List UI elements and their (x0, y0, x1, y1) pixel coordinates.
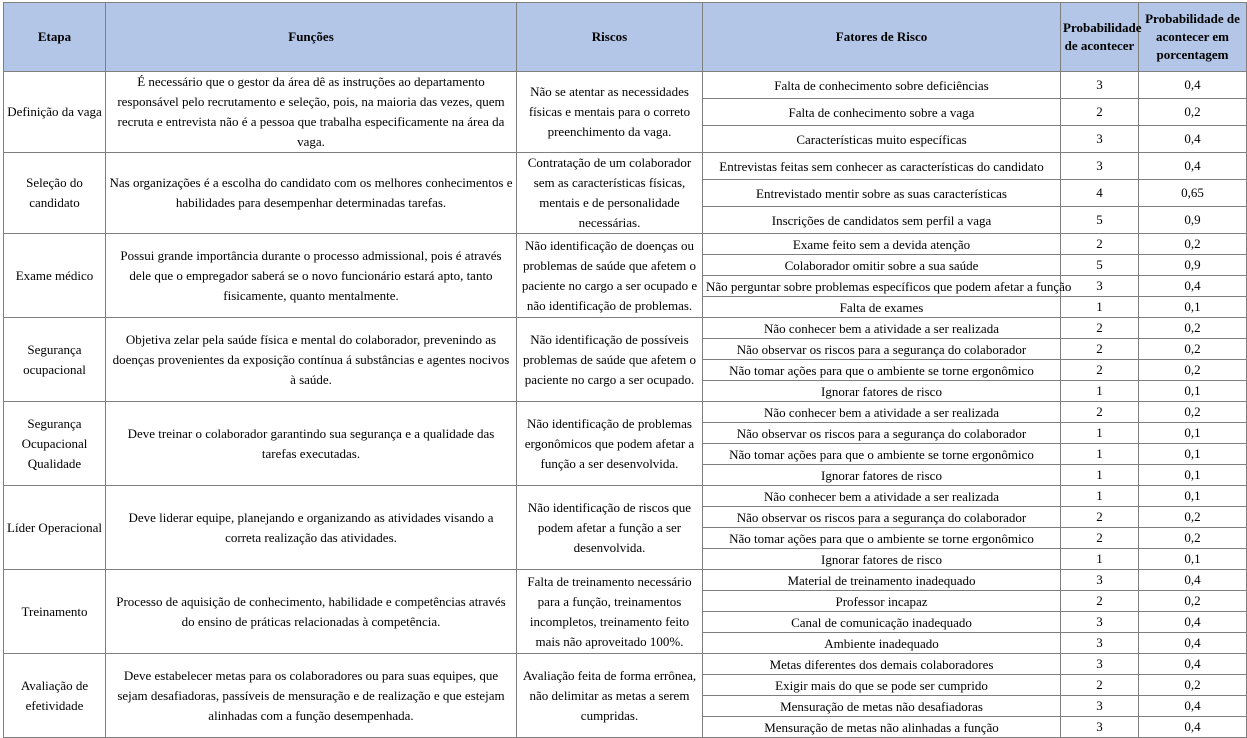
header-riscos: Riscos (517, 3, 703, 72)
fator-de-risco-cell: Ambiente inadequado (703, 633, 1061, 654)
fator-de-risco-cell: Ignorar fatores de risco (703, 549, 1061, 570)
porcentagem-cell: 0,9 (1139, 207, 1247, 234)
porcentagem-cell: 0,9 (1139, 255, 1247, 276)
probabilidade-cell: 2 (1061, 591, 1139, 612)
fator-de-risco-cell: Mensuração de metas não alinhadas a função (703, 717, 1061, 738)
funcoes-cell: Deve estabelecer metas para os colaboradores ou para suas equipes, que sejam desafiadoras, passíveis de mensuração e de realização e que estejam alinhadas com a função desempenhada. (106, 654, 517, 738)
table-body (4, 72, 1247, 738)
probabilidade-cell: 3 (1061, 276, 1139, 297)
porcentagem-cell: 0,4 (1139, 717, 1247, 738)
etapa-cell: Avaliação de efetividade (4, 654, 106, 738)
fator-de-risco-cell: Colaborador omitir sobre a sua saúde (703, 255, 1061, 276)
porcentagem-cell: 0,4 (1139, 276, 1247, 297)
probabilidade-cell: 4 (1061, 180, 1139, 207)
fator-de-risco-cell: Exame feito sem a devida atenção (703, 234, 1061, 255)
fator-de-risco-cell: Não observar os riscos para a segurança do colaborador (703, 339, 1061, 360)
riscos-cell: Contratação de um colaborador sem as características físicas, mentais e de personalidade necessárias. (517, 153, 703, 234)
probabilidade-cell: 2 (1061, 318, 1139, 339)
fator-de-risco-cell: Canal de comunicação inadequado (703, 612, 1061, 633)
header-funcoes: Funções (106, 3, 517, 72)
probabilidade-cell: 3 (1061, 654, 1139, 675)
porcentagem-cell: 0,4 (1139, 72, 1247, 99)
porcentagem-cell: 0,2 (1139, 339, 1247, 360)
table-row (4, 234, 1247, 255)
funcoes-cell: Nas organizações é a escolha do candidato com os melhores conhecimentos e habilidades para desempenhar determinadas tarefas. (106, 153, 517, 234)
porcentagem-cell: 0,1 (1139, 423, 1247, 444)
porcentagem-cell: 0,4 (1139, 612, 1247, 633)
probabilidade-cell: 1 (1061, 486, 1139, 507)
porcentagem-cell: 0,1 (1139, 549, 1247, 570)
probabilidade-cell: 3 (1061, 153, 1139, 180)
porcentagem-cell: 0,2 (1139, 675, 1247, 696)
fator-de-risco-cell: Entrevistas feitas sem conhecer as características do candidato (703, 153, 1061, 180)
porcentagem-cell: 0,4 (1139, 633, 1247, 654)
fator-de-risco-cell: Falta de exames (703, 297, 1061, 318)
fator-de-risco-cell: Não tomar ações para que o ambiente se torne ergonômico (703, 444, 1061, 465)
probabilidade-cell: 2 (1061, 99, 1139, 126)
porcentagem-cell: 0,1 (1139, 444, 1247, 465)
porcentagem-cell: 0,4 (1139, 126, 1247, 153)
porcentagem-cell: 0,2 (1139, 234, 1247, 255)
funcoes-cell: É necessário que o gestor da área dê as instruções ao departamento responsável pelo recrutamento e seleção, pois, na maioria das vezes, quem recruta e entrevista não é a pessoa que trabalha especificamente na área da vaga. (106, 72, 517, 153)
table-row (4, 654, 1247, 675)
porcentagem-cell: 0,2 (1139, 528, 1247, 549)
probabilidade-cell: 2 (1061, 234, 1139, 255)
fator-de-risco-cell: Ignorar fatores de risco (703, 381, 1061, 402)
table-row (4, 153, 1247, 180)
fator-de-risco-cell: Ignorar fatores de risco (703, 465, 1061, 486)
table-row (4, 72, 1247, 99)
probabilidade-cell: 1 (1061, 465, 1139, 486)
header-etapa: Etapa (4, 3, 106, 72)
fator-de-risco-cell: Não conhecer bem a atividade a ser realizada (703, 486, 1061, 507)
fator-de-risco-cell: Exigir mais do que se pode ser cumprido (703, 675, 1061, 696)
porcentagem-cell: 0,2 (1139, 318, 1247, 339)
fator-de-risco-cell: Professor incapaz (703, 591, 1061, 612)
riscos-cell: Não identificação de problemas ergonômicos que podem afetar a função a ser desenvolvida. (517, 402, 703, 486)
probabilidade-cell: 2 (1061, 507, 1139, 528)
etapa-cell: Treinamento (4, 570, 106, 654)
header-probabilidade-porcentagem: Probabilidade de acontecer em porcentagem (1139, 3, 1247, 72)
porcentagem-cell: 0,1 (1139, 381, 1247, 402)
risk-table (3, 2, 1247, 738)
probabilidade-cell: 3 (1061, 126, 1139, 153)
probabilidade-cell: 2 (1061, 675, 1139, 696)
probabilidade-cell: 3 (1061, 612, 1139, 633)
fator-de-risco-cell: Não tomar ações para que o ambiente se torne ergonômico (703, 528, 1061, 549)
fator-de-risco-cell: Metas diferentes dos demais colaboradores (703, 654, 1061, 675)
etapa-cell: Seleção do candidato (4, 153, 106, 234)
probabilidade-cell: 1 (1061, 444, 1139, 465)
fator-de-risco-cell: Falta de conhecimento sobre deficiências (703, 72, 1061, 99)
funcoes-cell: Processo de aquisição de conhecimento, habilidade e competências através do ensino de práticas relacionadas à competência. (106, 570, 517, 654)
header-row (4, 3, 1247, 72)
fator-de-risco-cell: Material de treinamento inadequado (703, 570, 1061, 591)
porcentagem-cell: 0,4 (1139, 153, 1247, 180)
riscos-cell: Não identificação de doenças ou problemas de saúde que afetem o paciente no cargo a ser ocupado e não identificação de problemas. (517, 234, 703, 318)
probabilidade-cell: 1 (1061, 549, 1139, 570)
probabilidade-cell: 3 (1061, 633, 1139, 654)
probabilidade-cell: 2 (1061, 402, 1139, 423)
porcentagem-cell: 0,65 (1139, 180, 1247, 207)
probabilidade-cell: 3 (1061, 696, 1139, 717)
riscos-cell: Não identificação de possíveis problemas de saúde que afetem o paciente no cargo a ser ocupado. (517, 318, 703, 402)
riscos-cell: Falta de treinamento necessário para a função, treinamentos incompletos, treinamento feito mais não aproveitado 100%. (517, 570, 703, 654)
probabilidade-cell: 3 (1061, 717, 1139, 738)
funcoes-cell: Objetiva zelar pela saúde física e mental do colaborador, prevenindo as doenças provenientes da exposição contínua á substâncias e agentes nocivos à saúde. (106, 318, 517, 402)
fator-de-risco-cell: Entrevistado mentir sobre as suas características (703, 180, 1061, 207)
fator-de-risco-cell: Não conhecer bem a atividade a ser realizada (703, 318, 1061, 339)
fator-de-risco-cell: Falta de conhecimento sobre a vaga (703, 99, 1061, 126)
etapa-cell: Exame médico (4, 234, 106, 318)
fator-de-risco-cell: Não tomar ações para que o ambiente se torne ergonômico (703, 360, 1061, 381)
porcentagem-cell: 0,4 (1139, 654, 1247, 675)
riscos-cell: Não identificação de riscos que podem afetar a função a ser desenvolvida. (517, 486, 703, 570)
probabilidade-cell: 3 (1061, 570, 1139, 591)
etapa-cell: Segurança ocupacional (4, 318, 106, 402)
table-row (4, 318, 1247, 339)
probabilidade-cell: 1 (1061, 381, 1139, 402)
table-row (4, 486, 1247, 507)
porcentagem-cell: 0,4 (1139, 696, 1247, 717)
funcoes-cell: Deve liderar equipe, planejando e organizando as atividades visando a correta realização das atividades. (106, 486, 517, 570)
probabilidade-cell: 2 (1061, 339, 1139, 360)
riscos-cell: Avaliação feita de forma errônea, não delimitar as metas a serem cumpridas. (517, 654, 703, 738)
riscos-cell: Não se atentar as necessidades físicas e mentais para o correto preenchimento da vaga. (517, 72, 703, 153)
fator-de-risco-cell: Inscrições de candidatos sem perfil a vaga (703, 207, 1061, 234)
etapa-cell: Segurança Ocupacional Qualidade (4, 402, 106, 486)
fator-de-risco-cell: Não conhecer bem a atividade a ser realizada (703, 402, 1061, 423)
porcentagem-cell: 0,1 (1139, 486, 1247, 507)
porcentagem-cell: 0,2 (1139, 402, 1247, 423)
porcentagem-cell: 0,2 (1139, 591, 1247, 612)
fator-de-risco-cell: Não perguntar sobre problemas específicos que podem afetar a função (703, 276, 1061, 297)
probabilidade-cell: 2 (1061, 528, 1139, 549)
probabilidade-cell: 3 (1061, 72, 1139, 99)
probabilidade-cell: 1 (1061, 423, 1139, 444)
etapa-cell: Líder Operacional (4, 486, 106, 570)
etapa-cell: Definição da vaga (4, 72, 106, 153)
probabilidade-cell: 5 (1061, 255, 1139, 276)
porcentagem-cell: 0,4 (1139, 570, 1247, 591)
probabilidade-cell: 5 (1061, 207, 1139, 234)
porcentagem-cell: 0,1 (1139, 465, 1247, 486)
porcentagem-cell: 0,2 (1139, 507, 1247, 528)
funcoes-cell: Deve treinar o colaborador garantindo sua segurança e a qualidade das tarefas executadas. (106, 402, 517, 486)
porcentagem-cell: 0,2 (1139, 360, 1247, 381)
fator-de-risco-cell: Características muito específicas (703, 126, 1061, 153)
table-row (4, 402, 1247, 423)
fator-de-risco-cell: Mensuração de metas não desafiadoras (703, 696, 1061, 717)
table-row (4, 570, 1247, 591)
header-probabilidade: Probabilidade de acontecer (1061, 3, 1139, 72)
fator-de-risco-cell: Não observar os riscos para a segurança do colaborador (703, 423, 1061, 444)
porcentagem-cell: 0,1 (1139, 297, 1247, 318)
porcentagem-cell: 0,2 (1139, 99, 1247, 126)
header-fatores-de-risco: Fatores de Risco (703, 3, 1061, 72)
fator-de-risco-cell: Não observar os riscos para a segurança do colaborador (703, 507, 1061, 528)
probabilidade-cell: 1 (1061, 297, 1139, 318)
probabilidade-cell: 2 (1061, 360, 1139, 381)
funcoes-cell: Possui grande importância durante o processo admissional, pois é através dele que o empregador saberá se o novo funcionário estará apto, tanto fisicamente, quanto mentalmente. (106, 234, 517, 318)
